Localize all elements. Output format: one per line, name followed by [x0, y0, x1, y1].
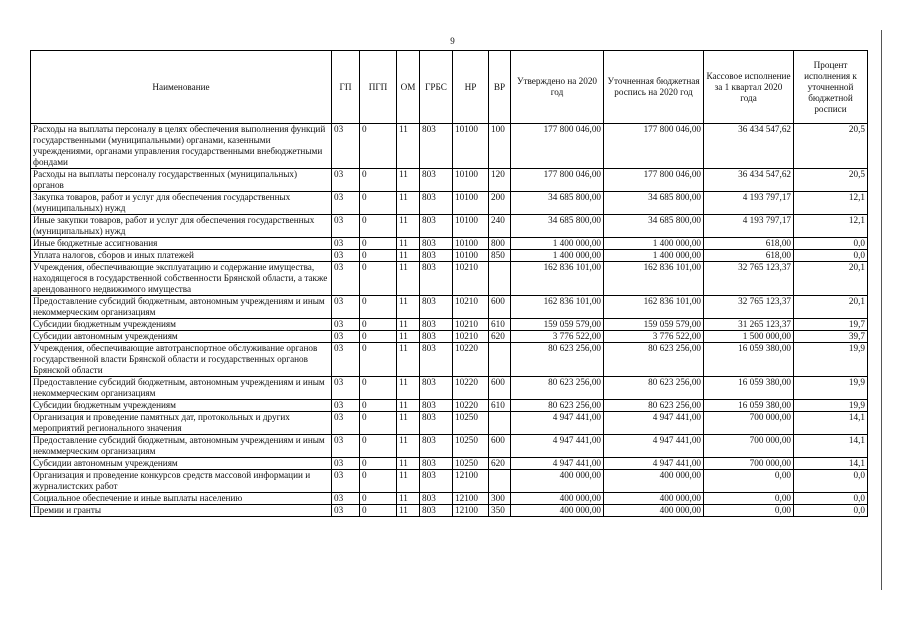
cell-cash: 31 265 123,37: [704, 319, 794, 331]
table-row: [31, 192, 868, 215]
cell-ppgp: 0: [360, 296, 397, 319]
cell-nr: 10100: [453, 215, 489, 238]
cell-refined: 400 000,00: [604, 470, 704, 493]
cell-approved: 177 800 046,00: [511, 169, 604, 192]
cell-grbs: 803: [420, 505, 453, 517]
cell-refined: 177 800 046,00: [604, 169, 704, 192]
cell-refined: 1 400 000,00: [604, 238, 704, 250]
cell-grbs: 803: [420, 470, 453, 493]
cell-percent: 20,5: [794, 124, 868, 169]
cell-nr: 12100: [453, 493, 489, 505]
cell-cash: 618,00: [704, 238, 794, 250]
cell-ppgp: 0: [360, 493, 397, 505]
cell-ppgp: 0: [360, 250, 397, 262]
cell-ppgp: 0: [360, 505, 397, 517]
cell-grbs: 803: [420, 412, 453, 435]
cell-vr: 100: [489, 124, 511, 169]
table-row: [31, 331, 868, 343]
cell-ppgp: 0: [360, 470, 397, 493]
header-grbs: ГРБС: [420, 51, 453, 124]
cell-name: Учреждения, обеспечивающие автотранспортное обслуживание органов государственной власти Брянской области и государственных органов Брянской области: [31, 343, 332, 377]
cell-approved: 177 800 046,00: [511, 124, 604, 169]
cell-percent: 14,1: [794, 412, 868, 435]
cell-percent: 19,9: [794, 343, 868, 377]
cell-percent: 19,9: [794, 377, 868, 400]
cell-cash: 618,00: [704, 250, 794, 262]
cell-gp: 03: [332, 470, 360, 493]
cell-gp: 03: [332, 377, 360, 400]
cell-om: 11: [397, 343, 420, 377]
cell-percent: 12,1: [794, 215, 868, 238]
cell-approved: 4 947 441,00: [511, 435, 604, 458]
cell-refined: 162 836 101,00: [604, 262, 704, 296]
cell-gp: 03: [332, 262, 360, 296]
cell-cash: 4 193 797,17: [704, 192, 794, 215]
cell-cash: 700 000,00: [704, 435, 794, 458]
cell-cash: 16 059 380,00: [704, 400, 794, 412]
cell-grbs: 803: [420, 250, 453, 262]
cell-approved: 1 400 000,00: [511, 238, 604, 250]
cell-nr: 10250: [453, 412, 489, 435]
cell-grbs: 803: [420, 319, 453, 331]
cell-cash: 16 059 380,00: [704, 377, 794, 400]
cell-name: Премии и гранты: [31, 505, 332, 517]
cell-gp: 03: [332, 124, 360, 169]
header-nr: НР: [453, 51, 489, 124]
cell-om: 11: [397, 493, 420, 505]
cell-om: 11: [397, 124, 420, 169]
table-row: [31, 169, 868, 192]
cell-refined: 159 059 579,00: [604, 319, 704, 331]
cell-grbs: 803: [420, 296, 453, 319]
cell-grbs: 803: [420, 262, 453, 296]
cell-gp: 03: [332, 458, 360, 470]
cell-om: 11: [397, 192, 420, 215]
cell-grbs: 803: [420, 377, 453, 400]
cell-om: 11: [397, 169, 420, 192]
cell-cash: 4 193 797,17: [704, 215, 794, 238]
cell-name: Предоставление субсидий бюджетным, автономным учреждениям и иным некоммерческим организациям: [31, 435, 332, 458]
cell-gp: 03: [332, 493, 360, 505]
cell-refined: 3 776 522,00: [604, 331, 704, 343]
cell-approved: 80 623 256,00: [511, 377, 604, 400]
cell-om: 11: [397, 377, 420, 400]
cell-cash: 1 500 000,00: [704, 331, 794, 343]
table-row: [31, 400, 868, 412]
cell-gp: 03: [332, 331, 360, 343]
cell-name: Субсидии автономным учреждениям: [31, 331, 332, 343]
cell-vr: 350: [489, 505, 511, 517]
cell-nr: 12100: [453, 505, 489, 517]
cell-refined: 162 836 101,00: [604, 296, 704, 319]
cell-approved: 80 623 256,00: [511, 343, 604, 377]
cell-name: Организация и проведение конкурсов средств массовой информации и журналистских работ: [31, 470, 332, 493]
cell-nr: 10220: [453, 377, 489, 400]
cell-cash: 36 434 547,62: [704, 169, 794, 192]
cell-vr: 600: [489, 296, 511, 319]
table-row: [31, 124, 868, 169]
cell-grbs: 803: [420, 238, 453, 250]
cell-grbs: 803: [420, 192, 453, 215]
header-refined: Уточненная бюджетная роспись на 2020 год: [604, 51, 704, 124]
cell-approved: 400 000,00: [511, 493, 604, 505]
cell-cash: 0,00: [704, 505, 794, 517]
cell-nr: 10250: [453, 458, 489, 470]
cell-vr: 240: [489, 215, 511, 238]
cell-percent: 0,0: [794, 493, 868, 505]
header-om: ОМ: [397, 51, 420, 124]
cell-nr: 10100: [453, 192, 489, 215]
cell-percent: 0,0: [794, 470, 868, 493]
cell-nr: 10210: [453, 296, 489, 319]
cell-percent: 19,7: [794, 319, 868, 331]
cell-ppgp: 0: [360, 343, 397, 377]
cell-gp: 03: [332, 319, 360, 331]
cell-om: 11: [397, 250, 420, 262]
cell-gp: 03: [332, 215, 360, 238]
table-body: [31, 124, 868, 517]
cell-name: Организация и проведение памятных дат, протокольных и других мероприятий регионального значения: [31, 412, 332, 435]
cell-nr: 10220: [453, 343, 489, 377]
cell-cash: 0,00: [704, 470, 794, 493]
cell-gp: 03: [332, 505, 360, 517]
cell-name: Уплата налогов, сборов и иных платежей: [31, 250, 332, 262]
budget-table-container: [30, 50, 868, 517]
cell-refined: 400 000,00: [604, 505, 704, 517]
cell-grbs: 803: [420, 215, 453, 238]
cell-nr: 10210: [453, 331, 489, 343]
cell-approved: 159 059 579,00: [511, 319, 604, 331]
cell-refined: 177 800 046,00: [604, 124, 704, 169]
cell-refined: 80 623 256,00: [604, 343, 704, 377]
cell-ppgp: 0: [360, 124, 397, 169]
cell-om: 11: [397, 435, 420, 458]
cell-vr: 620: [489, 331, 511, 343]
cell-percent: 19,9: [794, 400, 868, 412]
cell-om: 11: [397, 262, 420, 296]
cell-ppgp: 0: [360, 192, 397, 215]
header-ppgp: ПГП: [360, 51, 397, 124]
cell-name: Субсидии бюджетным учреждениям: [31, 319, 332, 331]
cell-approved: 34 685 800,00: [511, 192, 604, 215]
cell-name: Учреждения, обеспечивающие эксплуатацию и содержание имущества, находящегося в государственной собственности Брянской области, а также арендованного недвижимого имущества: [31, 262, 332, 296]
cell-approved: 400 000,00: [511, 505, 604, 517]
cell-om: 11: [397, 470, 420, 493]
cell-nr: 10250: [453, 435, 489, 458]
table-row: [31, 262, 868, 296]
cell-nr: 10210: [453, 319, 489, 331]
cell-vr: 600: [489, 377, 511, 400]
cell-percent: 0,0: [794, 238, 868, 250]
cell-name: Иные бюджетные ассигнования: [31, 238, 332, 250]
cell-nr: 10210: [453, 262, 489, 296]
cell-vr: 610: [489, 400, 511, 412]
table-row: [31, 250, 868, 262]
cell-approved: 162 836 101,00: [511, 262, 604, 296]
cell-vr: 610: [489, 319, 511, 331]
cell-vr: 120: [489, 169, 511, 192]
header-vr: ВР: [489, 51, 511, 124]
cell-percent: 39,7: [794, 331, 868, 343]
cell-om: 11: [397, 412, 420, 435]
cell-refined: 34 685 800,00: [604, 192, 704, 215]
table-row: [31, 343, 868, 377]
cell-refined: 34 685 800,00: [604, 215, 704, 238]
cell-name: Предоставление субсидий бюджетным, автономным учреждениям и иным некоммерческим организациям: [31, 296, 332, 319]
table-row: [31, 470, 868, 493]
cell-ppgp: 0: [360, 458, 397, 470]
cell-name: Расходы на выплаты персоналу в целях обеспечения выполнения функций государственными (муниципальными) органами, казенными учреждениями, органами управления государственными внебюджетными фондами: [31, 124, 332, 169]
cell-ppgp: 0: [360, 238, 397, 250]
cell-om: 11: [397, 505, 420, 517]
cell-cash: 16 059 380,00: [704, 343, 794, 377]
cell-name: Иные закупки товаров, работ и услуг для обеспечения государственных (муниципальных) нужд: [31, 215, 332, 238]
page-edge-line: [881, 30, 882, 590]
table-row: [31, 319, 868, 331]
cell-cash: 32 765 123,37: [704, 296, 794, 319]
cell-om: 11: [397, 458, 420, 470]
cell-vr: [489, 470, 511, 493]
cell-refined: 4 947 441,00: [604, 458, 704, 470]
cell-ppgp: 0: [360, 331, 397, 343]
cell-ppgp: 0: [360, 400, 397, 412]
cell-percent: 20,1: [794, 296, 868, 319]
header-name: Наименование: [31, 51, 332, 124]
cell-nr: 10100: [453, 250, 489, 262]
page-number: 9: [450, 36, 455, 46]
cell-name: Субсидии автономным учреждениям: [31, 458, 332, 470]
cell-nr: 12100: [453, 470, 489, 493]
cell-grbs: 803: [420, 124, 453, 169]
cell-cash: 700 000,00: [704, 412, 794, 435]
cell-approved: 1 400 000,00: [511, 250, 604, 262]
cell-percent: 14,1: [794, 458, 868, 470]
header-cash: Кассовое исполнение за 1 квартал 2020 года: [704, 51, 794, 124]
cell-cash: 36 434 547,62: [704, 124, 794, 169]
cell-cash: 700 000,00: [704, 458, 794, 470]
cell-nr: 10100: [453, 124, 489, 169]
cell-approved: 34 685 800,00: [511, 215, 604, 238]
cell-refined: 4 947 441,00: [604, 412, 704, 435]
cell-refined: 4 947 441,00: [604, 435, 704, 458]
cell-gp: 03: [332, 192, 360, 215]
cell-grbs: 803: [420, 331, 453, 343]
cell-nr: 10100: [453, 238, 489, 250]
header-percent: Процент исполнения к уточненной бюджетной росписи: [794, 51, 868, 124]
cell-om: 11: [397, 238, 420, 250]
cell-cash: 32 765 123,37: [704, 262, 794, 296]
cell-name: Расходы на выплаты персоналу государственных (муниципальных) органов: [31, 169, 332, 192]
cell-grbs: 803: [420, 400, 453, 412]
table-row: [31, 435, 868, 458]
table-row: [31, 458, 868, 470]
cell-ppgp: 0: [360, 412, 397, 435]
cell-grbs: 803: [420, 169, 453, 192]
cell-om: 11: [397, 331, 420, 343]
cell-percent: 20,5: [794, 169, 868, 192]
table-row: [31, 296, 868, 319]
cell-refined: 80 623 256,00: [604, 400, 704, 412]
cell-gp: 03: [332, 343, 360, 377]
cell-vr: 620: [489, 458, 511, 470]
cell-ppgp: 0: [360, 377, 397, 400]
cell-cash: 0,00: [704, 493, 794, 505]
cell-approved: 4 947 441,00: [511, 412, 604, 435]
cell-grbs: 803: [420, 435, 453, 458]
cell-om: 11: [397, 296, 420, 319]
cell-vr: [489, 412, 511, 435]
cell-gp: 03: [332, 250, 360, 262]
cell-om: 11: [397, 319, 420, 331]
cell-gp: 03: [332, 412, 360, 435]
cell-approved: 3 776 522,00: [511, 331, 604, 343]
cell-percent: 0,0: [794, 505, 868, 517]
header-approved: Утверждено на 2020 год: [511, 51, 604, 124]
table-row: [31, 493, 868, 505]
cell-nr: 10220: [453, 400, 489, 412]
cell-approved: 4 947 441,00: [511, 458, 604, 470]
table-header-row: [31, 51, 868, 124]
cell-nr: 10100: [453, 169, 489, 192]
table-row: [31, 377, 868, 400]
cell-ppgp: 0: [360, 215, 397, 238]
cell-refined: 80 623 256,00: [604, 377, 704, 400]
cell-name: Социальное обеспечение и иные выплаты населению: [31, 493, 332, 505]
cell-om: 11: [397, 400, 420, 412]
cell-om: 11: [397, 215, 420, 238]
cell-approved: 400 000,00: [511, 470, 604, 493]
cell-vr: [489, 343, 511, 377]
cell-gp: 03: [332, 169, 360, 192]
cell-gp: 03: [332, 238, 360, 250]
cell-percent: 12,1: [794, 192, 868, 215]
cell-vr: 800: [489, 238, 511, 250]
cell-refined: 400 000,00: [604, 493, 704, 505]
cell-approved: 80 623 256,00: [511, 400, 604, 412]
cell-gp: 03: [332, 296, 360, 319]
cell-refined: 1 400 000,00: [604, 250, 704, 262]
cell-name: Закупка товаров, работ и услуг для обеспечения государственных (муниципальных) нужд: [31, 192, 332, 215]
cell-vr: 300: [489, 493, 511, 505]
cell-grbs: 803: [420, 493, 453, 505]
table-row: [31, 505, 868, 517]
table-row: [31, 238, 868, 250]
cell-percent: 20,1: [794, 262, 868, 296]
cell-grbs: 803: [420, 343, 453, 377]
cell-name: Предоставление субсидий бюджетным, автономным учреждениям и иным некоммерческим организациям: [31, 377, 332, 400]
cell-vr: [489, 262, 511, 296]
cell-approved: 162 836 101,00: [511, 296, 604, 319]
table-row: [31, 215, 868, 238]
cell-ppgp: 0: [360, 435, 397, 458]
header-gp: ГП: [332, 51, 360, 124]
cell-name: Субсидии бюджетным учреждениям: [31, 400, 332, 412]
budget-table: [30, 50, 868, 517]
cell-vr: 600: [489, 435, 511, 458]
cell-percent: 0,0: [794, 250, 868, 262]
cell-percent: 14,1: [794, 435, 868, 458]
cell-ppgp: 0: [360, 262, 397, 296]
table-row: [31, 412, 868, 435]
cell-ppgp: 0: [360, 319, 397, 331]
cell-grbs: 803: [420, 458, 453, 470]
cell-ppgp: 0: [360, 169, 397, 192]
cell-vr: 200: [489, 192, 511, 215]
cell-gp: 03: [332, 435, 360, 458]
cell-vr: 850: [489, 250, 511, 262]
cell-gp: 03: [332, 400, 360, 412]
